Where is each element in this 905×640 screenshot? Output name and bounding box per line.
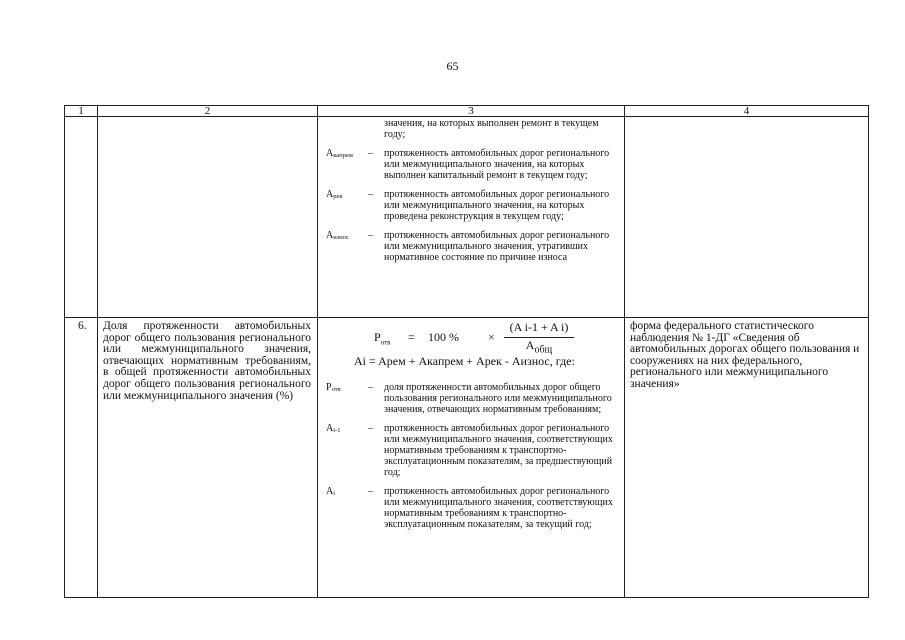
definition-a-rek: $А_{рек}$ – протяженность автомобильных дорог регионального или межмуниципального значения, на которых проведена реконструкция в текущем году;	[318, 189, 624, 222]
table-row-6	[65, 318, 869, 598]
formula-times: ×	[488, 330, 495, 344]
formula-denominator: $A_{общ}$	[525, 338, 553, 356]
symbol: $A_i$	[326, 486, 336, 497]
formula-equals: =	[408, 330, 415, 344]
formula	[318, 318, 624, 374]
header-col-1: 1	[65, 106, 98, 117]
formula-percent: 100 %	[428, 330, 459, 344]
definition-text: протяженность автомобильных дорог регионального или межмуниципального значения, на которых выполнен капитальный ремонт в текущем году;	[384, 148, 610, 181]
symbol: $А_{рек}$	[326, 189, 343, 200]
header-col-3: 3	[318, 106, 625, 117]
definition-a-i: $A_i$ – протяженность автомобильных дорог регионального или межмуниципального значения, соответствующих нормативным требованиям к транспортно-эксплуатационным показателям, за текущий год;	[326, 486, 613, 530]
data-source: форма федерального статистического наблюдения № 1-ДГ «Сведения об автомобильных дорогах общего пользования и сооружениях на них федерального, регионального или межмуниципального значения»	[625, 318, 869, 598]
table-header-row	[65, 106, 869, 117]
row-number: 6.	[65, 318, 98, 598]
definition-text: протяженность автомобильных дорог регионального или межмуниципального значения, на которых проведена реконструкция в текущем году;	[384, 189, 610, 222]
continuation-num-cell	[65, 117, 98, 318]
formula-ai-definition: Ai = Aрем + Aкапрем + Aрек - Aизнос, где:	[354, 354, 575, 368]
indicator-table	[64, 105, 869, 598]
continuation-formula-cell	[318, 117, 625, 318]
header-col-4: 4	[625, 106, 869, 117]
formula-lhs: $P_{отв}$	[374, 330, 391, 347]
continuation-name-cell	[98, 117, 318, 318]
page-number: 65	[446, 59, 459, 73]
definition-text: протяженность автомобильных дорог регионального или межмуниципального значения, соответствующих нормативным требованиям к транспортно-эксплуатационным показателям, за предшествующий год;	[384, 423, 613, 478]
definition-a-kaprem: $А_{капрем}$ – протяженность автомобильных дорог регионального или межмуниципального значения, на которых выполнен капитальный ремонт в текущем году;	[318, 148, 624, 181]
fraction-bar	[504, 337, 574, 338]
definition-p-otv: $P_{отв}$ – доля протяженности автомобильных дорог общего пользования регионального или межмуниципального значения, отвечающих нормативным требованиям;	[318, 382, 624, 415]
continuation-row	[65, 117, 869, 318]
definition-text: протяженность автомобильных дорог регионального или межмуниципального значения, утративших нормативное состояние по причине износа	[384, 230, 610, 263]
continuation-lead-text: значения, на которых выполнен ремонт в текущем году;	[384, 118, 599, 140]
symbol: $А_{износ}$	[326, 230, 350, 241]
definition-a-i-1: $A_{i-1}$ – протяженность автомобильных дорог регионального или межмуниципального значения, соответствующих нормативным требованиям к транспортно-эксплуатационным показателям, за предшествующий год;	[326, 423, 613, 478]
definition-a-iznos: $А_{износ}$ – протяженность автомобильных дорог регионального или межмуниципального значения, утративших нормативное состояние по причине износа	[318, 230, 624, 263]
indicator-name: Доля протяженности автомобильных дорог общего пользования регионального или межмуниципального значения, отвечающих нормативным требованиям, в общей протяженности автомобильных дорог общего пользования регионального или межмуниципального значения (%)	[98, 318, 318, 598]
definition-text: протяженность автомобильных дорог регионального или межмуниципального значения, соответствующих нормативным требованиям к транспортно-эксплуатационным показателям, за текущий год;	[384, 486, 613, 530]
symbol: $P_{отв}$	[326, 382, 341, 393]
header-col-2: 2	[98, 106, 318, 117]
formula-numerator: (A i-1 + A i)	[509, 320, 569, 334]
symbol: $А_{капрем}$	[326, 148, 353, 159]
formula-cell	[318, 318, 625, 598]
continuation-source-cell	[625, 117, 869, 318]
definition-text: доля протяженности автомобильных дорог общего пользования регионального или межмуниципального значения, отвечающих нормативным требованиям;	[384, 382, 612, 415]
symbol: $A_{i-1}$	[326, 423, 341, 434]
